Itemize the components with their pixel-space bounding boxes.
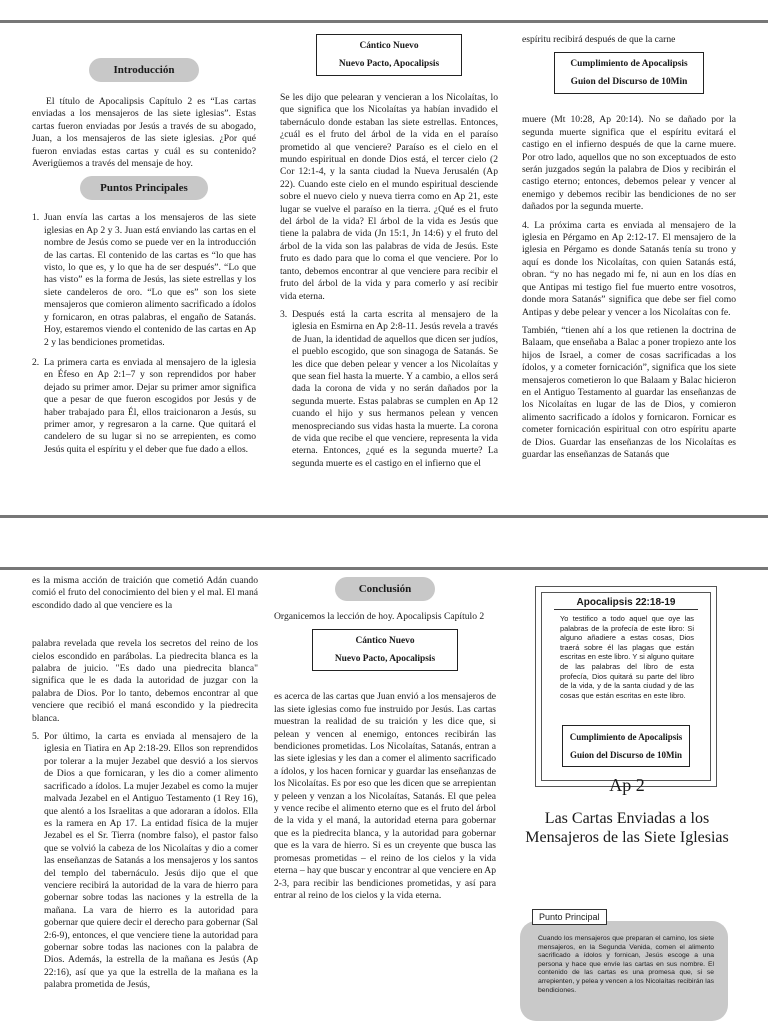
chapter-title: Ap 2 bbox=[609, 775, 645, 795]
col2-list bbox=[280, 309, 498, 470]
verse-divider bbox=[554, 609, 698, 610]
list-item bbox=[32, 357, 256, 456]
list-item bbox=[280, 309, 498, 470]
fulfillment-title: Cumplimiento de Apocalipsis bbox=[569, 732, 683, 742]
col3-paragraph-1: muere (Mt 10:28, Ap 20:14). No se dañado por la segunda muerte significa que el espíritu evitará el castigo en el infierno después de que la carne muere. Por otro lado, aquellos que no son exceptuados de esto serán juzgados según la palabra de Dios y recibirán el castigo eterno; entonces, debemos pelear y vencer al enemigo y debemos recibir las bendiciones de no ser dañados por la segunda muerte. bbox=[522, 114, 736, 213]
main-point-label: Punto Principal bbox=[532, 909, 607, 925]
item-text: Después está la carta escrita al mensajero de la iglesia en Esmirna en Ap 2:8-11. Jesús revela a través de Juan, la identidad de aquellos que dicen ser judíos, el pueblo escogido, que son sinagoga de Satanás. Se les dice que deben pelear y vencer a los Nicolaítas y que sean fiel hasta la muerte. Y a cambio, a ellos será dada la corona de vida y no serán dañados por la segunda muerte. Estas palabras se cumplen en Ap 12 cuando el hijo y sus hermanos pelean y vencen menospreciando sus vidas hasta la muerte. La corona de vida que recibe el que venciere, representa la vida eterna. Entonces, ¿qué es la segunda muerte? La segunda muerte es el castigo en el infierno que el bbox=[292, 308, 498, 469]
col1-paragraph-2: palabra revelada que revela los secretos del reino de los cielos escondido en parábolas. La piedrecita blanca es la palabra de juicio. "Es dado una piedrecita blanca" significa que le es dada la autoridad de juzgar con la palabra de Dios. Por lo tanto, debemos encontrar al que venciere que recibió el maná escondido y la piedrecita blanca. bbox=[32, 638, 258, 724]
verse-text: Yo testifico a todo aquel que oye las palabras de la profecía de este libro: Si alguno añadiere a estas cosas, Dios traerá sobre él las plagas que están escritas en este libro. Y si alguno quitare de las palabras del libro de esta profecía, Dios quitará su parte del libro de la vida, y de la santa ciudad y de las cosas que están escritas en este libro. bbox=[560, 614, 694, 700]
col2-paragraph: Se les dijo que pelearan y vencieran a los Nicolaítas, lo que significa que los Nicolaítas ya habían invadido el tabernáculo donde estaban las siete estrellas. Entonces, ¿cuál es el fruto del árbol de la vida en el paraíso prometido al que venciere? Paraíso es el cielo en el mundo espiritual en donde Dios está, el tercer cielo (2 Cor 12:1-4, y la santa ciudad la Nueva Jerusalén (Ap 22). Cuando este cielo en el mundo espiritual desciende sobre el nuevo cielo y nueva tierra como en Ap 21, este lugar se vuelve el paraíso en la tierra. ¿Qué es el fruto del árbol de la vida? El árbol de la vida es Jesús que tiene la palabra de vida (Jn 15:1, Jn 14:6) y el fruto del árbol de la vida son las palabras de vida de Jesús. Este fruto es dado para que lo coma el que venciere. Por lo tanto, debemos encontrar al que venciere para recibir el fruto del árbol de la vida y para comerlo y así recibir vida eterna. bbox=[280, 92, 498, 302]
conclusion-paragraph: es acerca de las cartas que Juan envió a los mensajeros de las siete iglesias como fue instruido por Jesús. Las cartas muestran la realidad de su traición y les dice que, si pelean y vencen al enemigo, entonces recibirán las bendiciones prometidas. Los Nicolaítas, Satanás, entran a las siete iglesias y les dan a comer el alimento sacrificado a ídolos, y los hacen fornicar y guardar las enseñanzas de los Nicolaítas. Es por eso que les dicen que se arrepientan y peleen y venzan a los Nicolaítas, Satanás. El que pelea y vence recibe el alimento eterno que es el fruto del árbol de la vida y el maná, la autoridad eterna para gobernar que es la piedrecita blanca, y la autoridad para gobernar que es la vara de hierro. Si es un creyente que busca las promesas prometidas – el reino de los cielos y la vida eterna – hay que buscar y encontrar al que venciere en Ap 2-3, para recibir las bendiciones prometidas, y así para entrar al reino de los cielos y la vida eterna. bbox=[274, 691, 496, 901]
conclusion-intro: Organicemos la lección de hoy. Apocalipsis Capítulo 2 bbox=[274, 611, 485, 622]
item-number: 2. bbox=[32, 356, 40, 368]
intro-text: El título de Apocalipsis Capítulo 2 es “Las cartas enviadas a los mensajeros de las siete iglesias”. Estas cartas fueron enviadas por Jesús a través de su abogado, Juan, a los mensajeros de las siete iglesias. ¿Por qué fueron enviadas estas cartas y cuál es su contenido? Averigüemos a través del mensaje de hoy. bbox=[32, 96, 256, 170]
song-title: Cántico Nuevo bbox=[355, 636, 415, 647]
song-box bbox=[316, 34, 462, 76]
song-title: Cántico Nuevo bbox=[359, 41, 419, 51]
song-box bbox=[312, 629, 458, 671]
top-col-3 bbox=[522, 34, 736, 467]
item-number: 3. bbox=[280, 308, 288, 320]
item-text: La primera carta es enviada al mensajero de la iglesia en Éfeso en Ap 2:1–7 y son reprendidos por haber dejado su primer amor. Dejar su primer amor significa que a pesar de que fueron escogidos por Jesús y de haber trabajado para Él, ellos traicionaron a Jesús, su primer amor, y regresaron a la carne. Que quitará el candelero de su lugar si no se arrepienten, es como Jesús quita el espíritu y el deber que fue dado a ellos. bbox=[44, 356, 256, 455]
fulfillment-title: Cumplimiento de Apocalipsis bbox=[570, 59, 688, 70]
main-point-text: Cuando los mensajeros que preparan el camino, los siete mensajeros, en la Segunda Venida, comen el alimento sacrificado a ídolos y fornican, Jesús escoge a una persona y hace que envíe las cartas en sus nombre. El contenido de las cartas es una promesa que, si se arrepienten, y pelea y vencen a los Nicolaítas recibirán las bendiciones. bbox=[538, 935, 714, 994]
points-heading: Puntos Principales bbox=[80, 176, 208, 200]
bottom-page bbox=[0, 567, 768, 1024]
intro-heading: Introducción bbox=[89, 58, 199, 82]
continued-line: espíritu recibirá después de que la carne bbox=[522, 34, 676, 45]
fulfillment-box bbox=[562, 725, 690, 767]
cover-title: Las Cartas Enviadas a los Mensajeros de las Siete Iglesias bbox=[525, 810, 729, 846]
item-number: 1. bbox=[32, 212, 40, 224]
top-rule bbox=[0, 20, 768, 23]
col1-list bbox=[32, 731, 258, 992]
list-item bbox=[32, 212, 256, 348]
song-subtitle: Nuevo Pacto, Apocalipsis bbox=[334, 654, 436, 665]
verse-reference: Apocalipsis 22:18-19 bbox=[576, 597, 676, 608]
points-list bbox=[32, 212, 256, 456]
bottom-col-1 bbox=[32, 575, 258, 1000]
item-text: Juan envía las cartas a los mensajeros de las siete iglesias en Ap 2 y 3. Juan está enviando las cartas en el nombre de Jesús como se puede ver en la introducción de las cartas. El contenido de las cartas es “lo que has visto, lo que es, y lo que ha de ser después”. “Lo que has visto” es la forma de Jesús, las siete estrellas y los siete candeleros de oro. “Lo que es” son los siete mensajeros que comieron alimento sacrificado a ídolos y fornicaron, en otras palabras, el engaño de Satanás. Hoy, estaremos viendo el contenido de las cartas en Ap 2 y las bendiciones prometidas. bbox=[44, 212, 256, 348]
item-number: 5. bbox=[32, 731, 40, 743]
fulfillment-box bbox=[554, 52, 704, 94]
col3-paragraph-3: También, “tienen ahí a los que retienen la doctrina de Balaam, que enseñaba a Balac a poner tropiezo ante los hijos de Israel, a comer de cosas sacrificadas a los ídolos, y a cometer fornicación”, significa que los siete mensajeros cometieron lo que Balaam y Balac hicieron en el Antiguo Testamento al guardar las enseñanzas de los Nicolaítas en lugar de las de Dios, y comieron alimento sacrificado a ídolos y fornicaron. Fornicar es cometer fornicación espiritual con otro espíritu aparte de Dios. Guardar las enseñanzas de los Nicolaítas es guardar las enseñanzas de Satanás que bbox=[522, 324, 736, 460]
top-rule bbox=[0, 567, 768, 570]
fulfillment-subtitle: Guion del Discurso de 10Min bbox=[569, 750, 682, 760]
top-col-1 bbox=[32, 58, 256, 464]
page-gap bbox=[0, 518, 768, 567]
top-col-2 bbox=[280, 34, 498, 478]
list-item bbox=[32, 731, 258, 992]
item-text: Por último, la carta es enviada al mensajero de la iglesia en Tiatira en Ap 2:18-29. Ellos son reprendidos por tolerar a la mujer Jezabel que desvió a los siervos de Dios a que fornicaran, y les dio a comer alimento sacrificado a ídolos. La mujer Jezabel es como la mujer malvada Jezabel en el Antiguo Testamento (1 Rey 16), que alentó a los Israelitas a que adoraran a ídolos. Ella es la ramera en Ap 17. La entidad física de la mujer Jezabel es el Sr. Tierra (nombre falso), el pastor falso que se volvió la cabeza de los Nicolaítas y dio a comer las enseñanzas de Satanás a los mensajeros y los santos del templo del tabernáculo. Jesús dijo que el que venciere recibirá la autoridad de la vara de hierro para gobernar sobre todas las naciones y la estrella de la mañana. La vara de hierro es la autoridad para gobernar que quiere decir el derecho para gobernar (Sal 2:6-9), entonces, el que venciere tiene la autoridad para gobernar sobre todas las naciones con la palabra de Dios. Además, la estrella de la mañana es Jesús (Ap 22:16), así que ya que la estrella de la mañana es la palabra prometida de Jesús, bbox=[44, 731, 258, 991]
col1-paragraph-1: es la misma acción de traición que cometió Adán cuando comió el fruto del conocimiento del bien y el mal. El maná escondido dado al que venciere es la bbox=[32, 575, 258, 611]
conclusion-heading: Conclusión bbox=[335, 577, 435, 601]
fulfillment-subtitle: Guion del Discurso de 10Min bbox=[570, 77, 688, 88]
bottom-col-2 bbox=[274, 577, 496, 908]
col3-paragraph-2: 4. La próxima carta es enviada al mensajero de la iglesia en Pérgamo en Ap 2:12-17. El mensajero de la iglesia en Pérgamo es donde Satanás tenía su trono y aquí es donde los Nicolaítas, con quien Satanás está, obran. “y no has negado mi fe, ni aun en los días en que Antipas mi testigo fiel fue muerto entre vosotros, donde mora Satanás” significa que debe ser fiel como Antipas y debe pelear y vencer a los Nicolaítas con fe. bbox=[522, 219, 736, 318]
song-subtitle: Nuevo Pacto, Apocalipsis bbox=[338, 59, 440, 69]
